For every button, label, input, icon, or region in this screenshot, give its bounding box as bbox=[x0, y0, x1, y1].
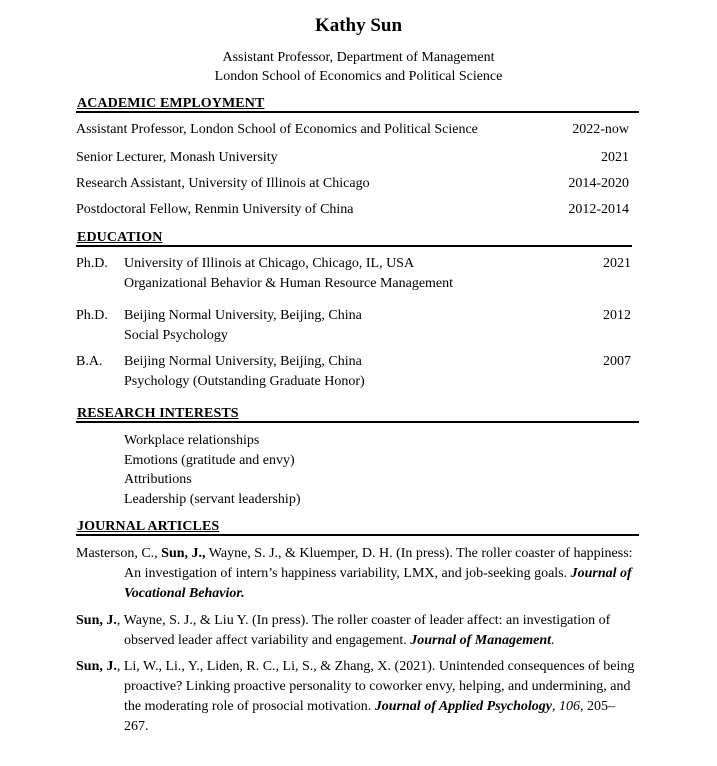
article-author-highlight: Sun, J., bbox=[161, 546, 206, 561]
article-details: , Wayne, S. J., & Liu Y. (In press). The roller coaster of leader affect: an investigation of observed leader affect variability and engagement. bbox=[116, 613, 611, 648]
education-field: Organizational Behavior & Human Resource Management bbox=[124, 276, 454, 291]
section-divider bbox=[76, 245, 632, 247]
research-interest: Attributions bbox=[124, 472, 192, 487]
article-tail: , 205–267. bbox=[124, 699, 615, 734]
employment-role: Research Assistant, University of Illinois at Chicago bbox=[76, 176, 370, 191]
research-interest: Emotions (gratitude and envy) bbox=[124, 453, 295, 468]
section-title-journal: JOURNAL ARTICLES bbox=[77, 519, 220, 534]
article-author-highlight: Sun, J. bbox=[76, 613, 117, 628]
position-line: Assistant Professor, Department of Management bbox=[222, 50, 495, 65]
education-year: 2007 bbox=[603, 354, 631, 369]
employment-years: 2012-2014 bbox=[568, 202, 629, 217]
education-degree: Ph.D. bbox=[76, 256, 108, 271]
employment-years: 2021 bbox=[601, 150, 629, 165]
section-divider bbox=[76, 534, 639, 536]
section-title-education: EDUCATION bbox=[77, 230, 163, 245]
research-interest: Workplace relationships bbox=[124, 433, 260, 448]
institution-line: London School of Economics and Political Science bbox=[214, 69, 503, 84]
education-degree: Ph.D. bbox=[76, 308, 108, 323]
education-field: Social Psychology bbox=[124, 328, 228, 343]
education-field: Psychology (Outstanding Graduate Honor) bbox=[124, 374, 365, 389]
research-interest: Leadership (servant leadership) bbox=[124, 492, 301, 507]
cv-name: Kathy Sun bbox=[314, 15, 403, 36]
education-year: 2021 bbox=[603, 256, 631, 271]
education-year: 2012 bbox=[603, 308, 631, 323]
section-title-employment: ACADEMIC EMPLOYMENT bbox=[77, 96, 265, 111]
employment-years: 2022-now bbox=[572, 122, 629, 137]
journal-article bbox=[76, 611, 636, 651]
employment-role: Postdoctoral Fellow, Renmin University of China bbox=[76, 202, 354, 217]
article-author-highlight: Sun, J. bbox=[76, 659, 117, 674]
education-degree: B.A. bbox=[76, 354, 103, 369]
article-tail: . bbox=[551, 633, 555, 648]
article-details: , Li, W., Li., Y., Liden, R. C., Li, S., & Zhang, X. (2021). Unintended consequences of being proactive? Linking proactive personality to coworker envy, helping, and undermining, and the moderating role of prosocial motivation. bbox=[116, 659, 635, 714]
article-details: Wayne, S. J., & Kluemper, D. H. (In press). The roller coaster of happiness: An investigation of intern’s happiness variability, LMX, and job-seeking goals. bbox=[124, 546, 633, 581]
education-school: University of Illinois at Chicago, Chicago, IL, USA bbox=[124, 256, 415, 271]
article-authors-pre: Masterson, C., bbox=[76, 546, 162, 561]
journal-article bbox=[76, 657, 636, 737]
journal-article bbox=[76, 544, 636, 604]
section-divider bbox=[76, 111, 639, 113]
article-journal: Journal of Applied Psychology bbox=[374, 699, 552, 714]
section-divider bbox=[76, 421, 639, 423]
education-school: Beijing Normal University, Beijing, China bbox=[124, 354, 362, 369]
employment-role: Assistant Professor, London School of Economics and Political Science bbox=[76, 122, 478, 137]
education-school: Beijing Normal University, Beijing, China bbox=[124, 308, 362, 323]
employment-role: Senior Lecturer, Monash University bbox=[76, 150, 278, 165]
section-title-research: RESEARCH INTERESTS bbox=[77, 406, 239, 421]
employment-years: 2014-2020 bbox=[568, 176, 629, 191]
article-journal: Journal of Management bbox=[410, 633, 552, 648]
article-journal: Journal of Vocational Behavior. bbox=[124, 566, 632, 601]
article-volume: 106 bbox=[558, 699, 580, 714]
article-sep: , bbox=[551, 699, 559, 714]
